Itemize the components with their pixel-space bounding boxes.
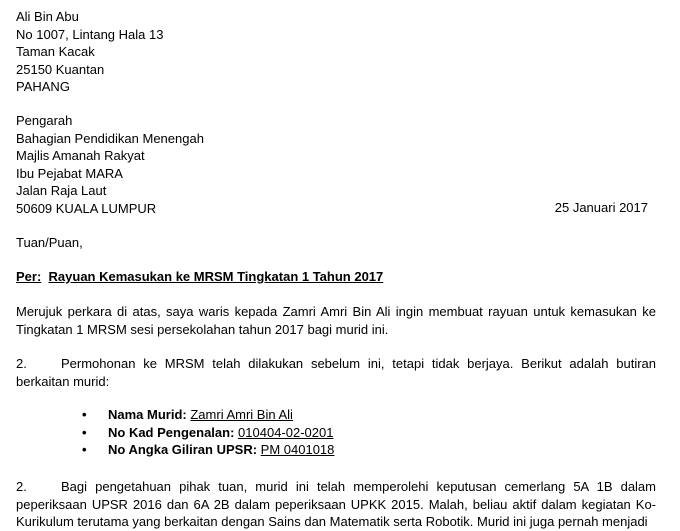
paragraph-text: Bagi pengetahuan pihak tuan, murid ini telah memperolehi keputusan cemerlang 5A 1B dalam peperiksaan UPSR 2016 dan 6A 2B dalam peperiksaan UPKK 2015. Malah, beliau aktif dalam kegiatan Ko-Kurikulum terutama yang berkaitan dengan Sains dan Matematik serta Robotik. Murid ini juga pernah menjadi xyxy=(16,479,656,529)
bullet-icon: • xyxy=(82,407,87,422)
letter-date: 25 Januari 2017 xyxy=(554,200,648,215)
list-item xyxy=(82,441,334,459)
recipient-line: Bahagian Pendidikan Menengah xyxy=(16,130,204,146)
paragraph-achievements xyxy=(16,478,656,531)
recipient-line: 50609 KUALA LUMPUR xyxy=(16,200,157,216)
subject-text: Rayuan Kemasukan ke MRSM Tingkatan 1 Tahun 2017 xyxy=(48,269,384,284)
salutation: Tuan/Puan, xyxy=(16,235,83,250)
sender-address-block xyxy=(16,8,163,96)
recipient-line: Ibu Pejabat MARA xyxy=(16,165,123,181)
sender-address-line: 25150 Kuantan xyxy=(16,61,105,77)
paragraph-intro: Merujuk perkara di atas, saya waris kepada Zamri Amri Bin Ali ingin membuat rayuan untuk kemasukan ke Tingkatan 1 MRSM sesi persekolahan tahun 2017 bagi murid ini. xyxy=(16,304,656,337)
detail-value: 010404-02-0201 xyxy=(238,424,334,440)
paragraph-number: 2. xyxy=(16,356,27,371)
sender-address-line: PAHANG xyxy=(16,79,70,94)
list-item xyxy=(82,424,334,442)
recipient-line: Jalan Raja Laut xyxy=(16,183,107,198)
sender-address-line: Taman Kacak xyxy=(16,44,95,59)
detail-label: No Kad Pengenalan: xyxy=(108,424,235,440)
subject-prefix: Per: xyxy=(16,269,42,284)
recipient-line: Majlis Amanah Rakyat xyxy=(16,148,145,163)
list-item xyxy=(82,406,334,424)
sender-address-line: No 1007, Lintang Hala 13 xyxy=(16,26,164,42)
bullet-icon: • xyxy=(82,424,87,440)
detail-value: Zamri Amri Bin Ali xyxy=(190,407,293,422)
detail-label: No Angka Giliran UPSR: xyxy=(108,442,258,457)
paragraph-number: 2. xyxy=(16,479,27,494)
subject-line xyxy=(16,268,383,286)
student-details-list xyxy=(82,406,334,459)
bullet-icon: • xyxy=(82,442,87,457)
recipient-line: Pengarah xyxy=(16,113,73,128)
detail-label: Nama Murid: xyxy=(108,407,187,422)
paragraph-text: Permohonan ke MRSM telah dilakukan sebelum ini, tetapi tidak berjaya. Berikut adalah butiran berkaitan murid: xyxy=(16,356,656,389)
sender-name: Ali Bin Abu xyxy=(16,9,79,24)
paragraph-application xyxy=(16,355,656,390)
recipient-address-block xyxy=(16,112,204,217)
detail-value: PM 0401018 xyxy=(260,442,335,457)
